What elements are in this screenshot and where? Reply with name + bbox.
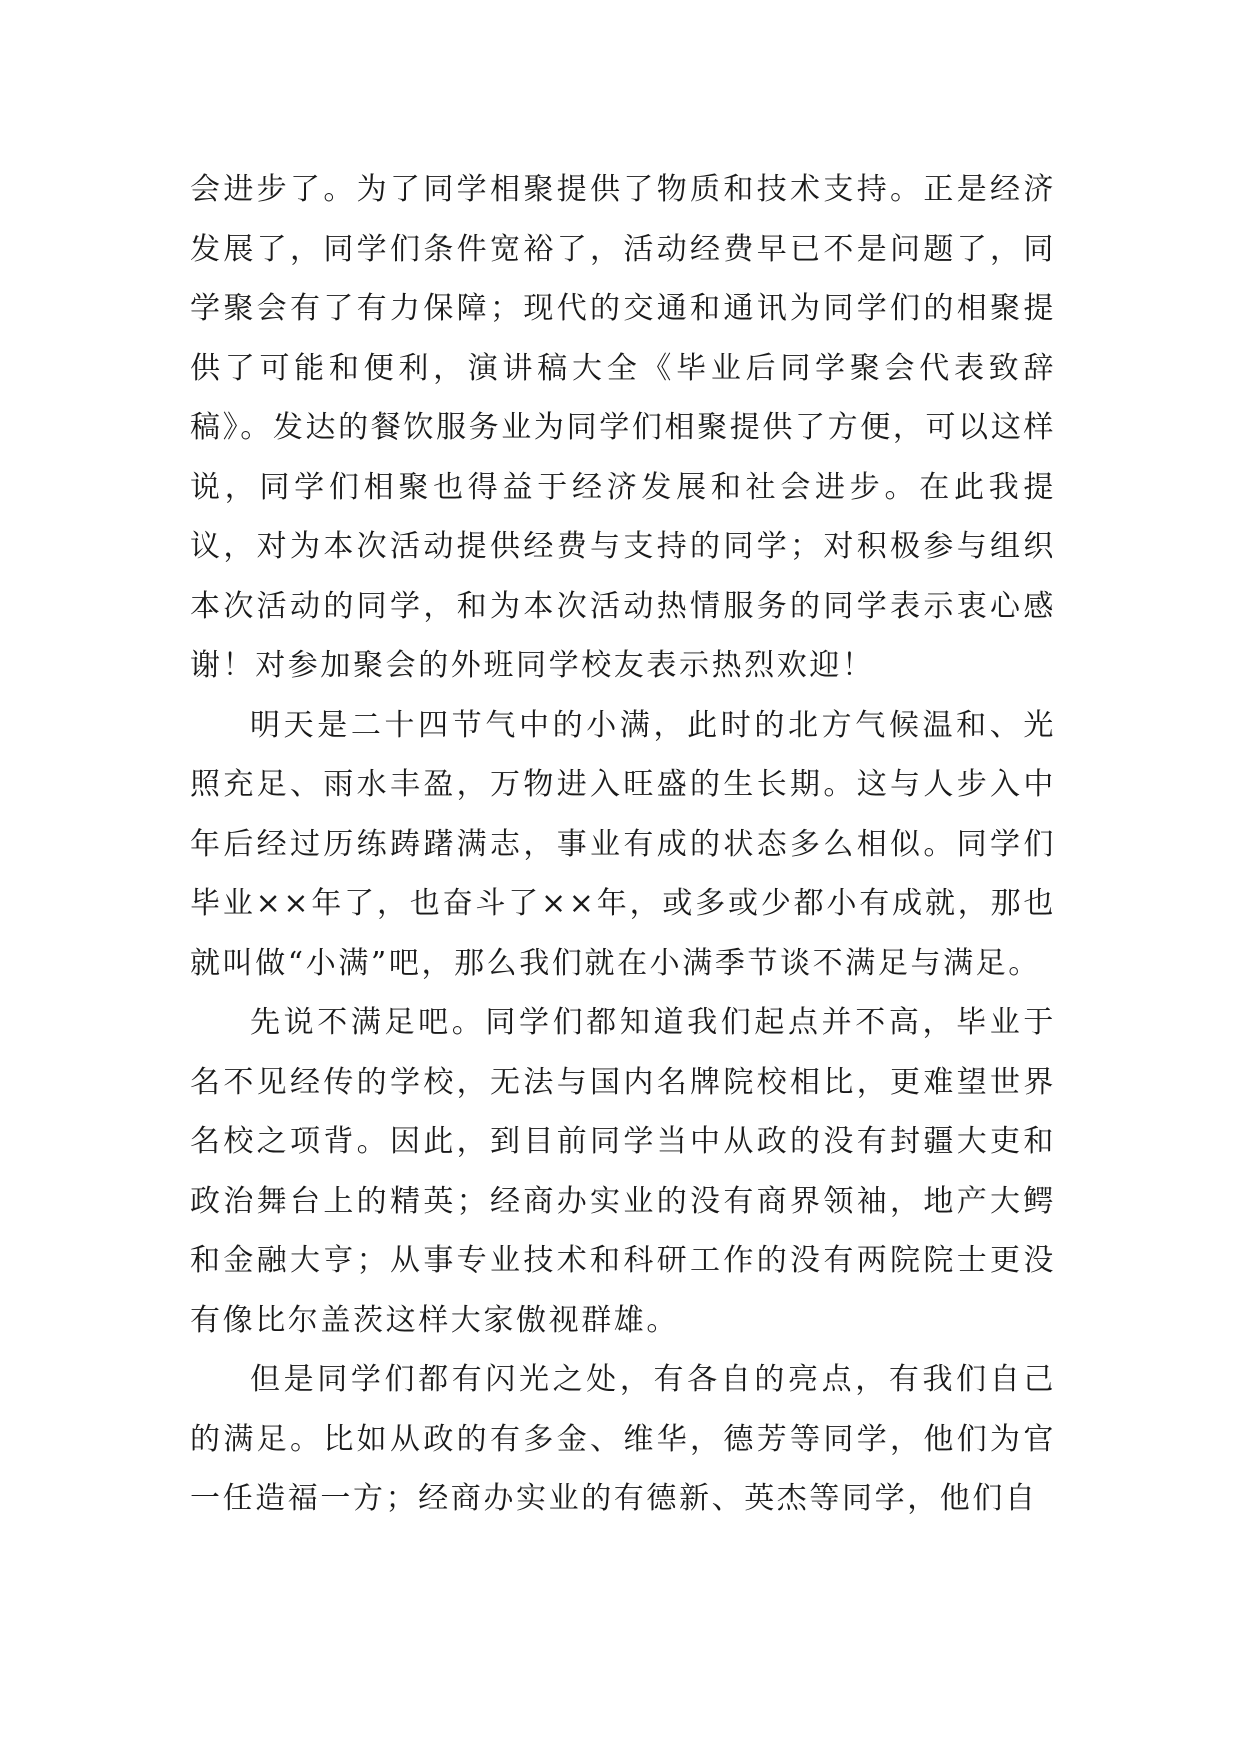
paragraph-continued: 会进步了。为了同学相聚提供了物质和技术支持。正是经济发展了，同学们条件宽裕了，活动经费早已不是问题了，同学聚会有了有力保障；现代的交通和通讯为同学们的相聚提供了可能和便利，演讲稿大全《毕业后同学聚会代表致辞稿》。发达的餐饮服务业为同学们相聚提供了方便，可以这样说，同学们相聚也得益于经济发展和社会进步。在此我提议，对为本次活动提供经费与支持的同学；对积极参与组织本次活动的同学，和为本次活动热情服务的同学表示衷心感谢！对参加聚会的外班同学校友表示热烈欢迎！ [190,172,1056,683]
paragraph: 但是同学们都有闪光之处，有各自的亮点，有我们自己的满足。比如从政的有多金、维华，德芳等同学，他们为官一任造福一方；经商办实业的有德新、英杰等同学，他们自 [190,1362,1056,1516]
paragraph: 先说不满足吧。同学们都知道我们起点并不高，毕业于名不见经传的学校，无法与国内名牌院校相比，更难望世界名校之项背。因此，到目前同学当中从政的没有封疆大吏和政治舞台上的精英；经商办实业的没有商界领袖，地产大鳄和金融大亨；从事专业技术和科研工作的没有两院院士更没有像比尔盖茨这样大家傲视群雄。 [190,1005,1056,1338]
document-body [190,160,1056,1529]
paragraph: 明天是二十四节气中的小满，此时的北方气候温和、光照充足、雨水丰盈，万物进入旺盛的生长期。这与人步入中年后经过历练踌躇满志，事业有成的状态多么相似。同学们毕业××年了，也奋斗了××年，或多或少都小有成就，那也就叫做“小满”吧，那么我们就在小满季节谈不满足与满足。 [190,707,1056,981]
